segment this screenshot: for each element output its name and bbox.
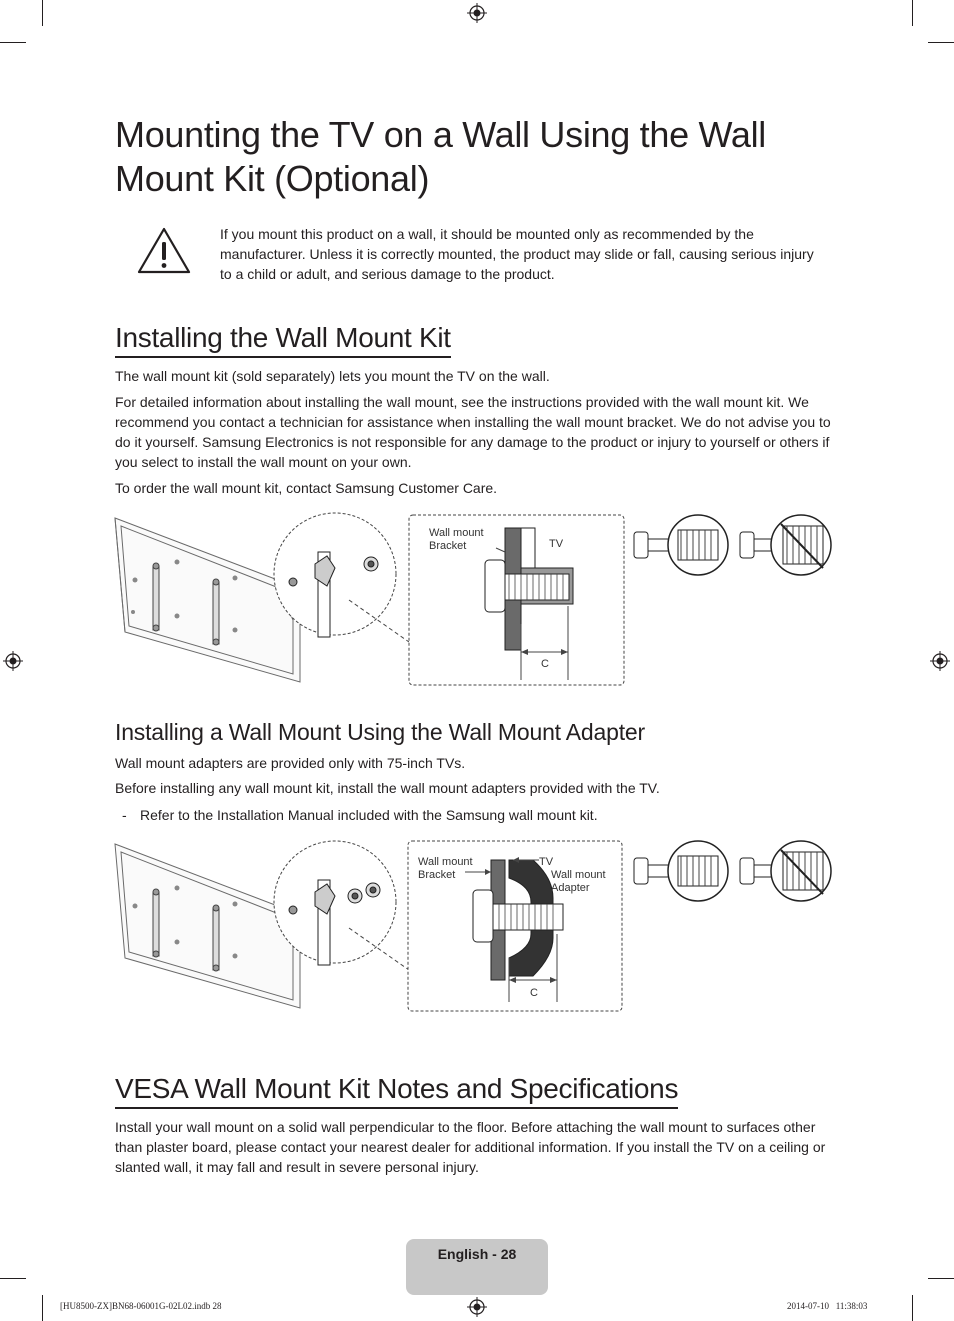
- registration-mark-icon: [467, 3, 487, 23]
- warning-text: If you mount this product on a wall, it should be mounted only as recommended by the manufacturer. Unless it is correctly mounted, the product may slide or fall, causing serious injury to a child or adult, and serious damage to the product.: [220, 226, 814, 282]
- paragraph: To order the wall mount kit, contact Samsung Customer Care.: [115, 480, 498, 496]
- tv-bracket-right: [213, 579, 219, 645]
- crop-mark: [928, 1278, 954, 1279]
- tv-back-panel: [115, 518, 300, 682]
- screw-head: [485, 560, 505, 612]
- screw-incorrect-icon: [740, 515, 831, 575]
- paragraph: Before installing any wall mount kit, install the wall mount adapters provided with the TV.: [115, 780, 660, 796]
- paragraph: Wall mount adapters are provided only with 75-inch TVs.: [115, 755, 466, 771]
- crop-mark: [42, 0, 43, 26]
- zoom-circle: [274, 513, 396, 635]
- crop-mark: [912, 1295, 913, 1321]
- paragraph: The wall mount kit (sold separately) lets you mount the TV on the wall.: [115, 368, 550, 384]
- wall-mount-adapter-illustration: [113, 838, 843, 1016]
- registration-mark-icon: [930, 651, 950, 671]
- bullet-mark: -: [122, 807, 127, 823]
- registration-mark-icon: [3, 651, 23, 671]
- print-slug-left: [HU8500-ZX]BN68-06001G-02L02.indb 28: [60, 1301, 222, 1311]
- registration-mark-icon: [467, 1297, 487, 1317]
- page-number: English - 28: [437, 1246, 517, 1262]
- crop-mark: [0, 1278, 26, 1279]
- figure-label-c: C: [541, 658, 549, 670]
- bullet-text: Refer to the Installation Manual included with the Samsung wall mount kit.: [140, 807, 598, 823]
- crop-mark: [42, 1295, 43, 1321]
- figure-label-adapter: Wall mount Adapter: [551, 869, 606, 894]
- section-heading: VESA Wall Mount Kit Notes and Specifications: [115, 1072, 678, 1109]
- figure-label-tv: TV: [549, 538, 564, 550]
- crop-mark: [928, 42, 954, 43]
- screw-correct-icon: [634, 515, 728, 575]
- figure-label-c: C: [530, 987, 538, 999]
- section-heading: Installing the Wall Mount Kit: [115, 321, 451, 358]
- tv-bracket-left: [153, 563, 159, 631]
- crop-mark: [0, 42, 26, 43]
- subsection-heading: Installing a Wall Mount Using the Wall Mount Adapter: [115, 719, 645, 745]
- warning-triangle-icon: [136, 226, 192, 276]
- figure-label-bracket: Wall mount Bracket: [418, 856, 473, 881]
- figure-label-bracket: Wall mount Bracket: [429, 527, 484, 552]
- print-slug-right: 2014-07-10 11:38:03: [787, 1301, 868, 1311]
- figure-label-tv: TV: [539, 856, 554, 868]
- paragraph: Install your wall mount on a solid wall perpendicular to the floor. Before attaching the wall mount to surfaces other than plaster board, please contact your nearest dealer for additional information. If you install the TV on a ceiling or slanted wall, it may fall and result in severe personal injury.: [115, 1119, 826, 1175]
- page-title: Mounting the TV on a Wall Using the Wall Mount Kit (Optional): [115, 114, 766, 199]
- paragraph: For detailed information about installing the wall mount, see the instructions provided with the wall mount kit. We recommend you contact a technician for assistance when installing the wall mount bracket. We do not advise you to do it yourself. Samsung Electronics is not responsible for any damage to the product or injury to yourself or others if you select to install the wall mount on your own.: [115, 394, 831, 470]
- crop-mark: [912, 0, 913, 26]
